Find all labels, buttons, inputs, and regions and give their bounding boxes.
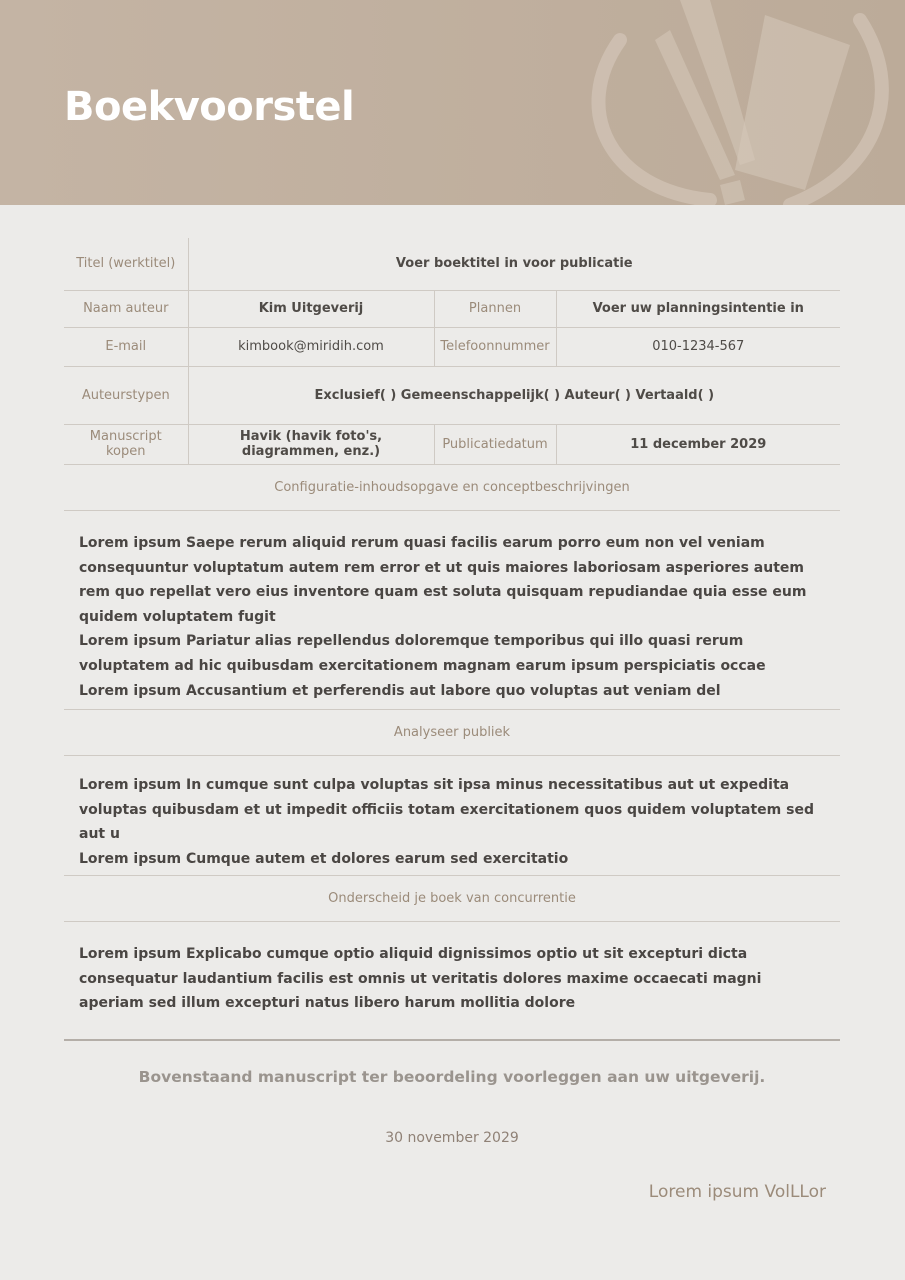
author-type-value[interactable]: Exclusief( ) Gemeenschappelijk( ) Auteur( ) Vertaald( )	[188, 366, 840, 424]
body-paragraph: Lorem ipsum Explicabo cumque optio aliquid dignissimos optio ut sit excepturi dicta consequatur laudantium facilis est omnis ut veritatis dolores maxime occaecati magni aperiam sed illum excepturi natus libero harum mollitia dolore	[79, 946, 762, 1012]
table-row	[64, 327, 840, 366]
body-paragraph: Lorem ipsum Cumque autem et dolores earum sed exercitatio	[79, 850, 569, 867]
body-paragraph: Lorem ipsum Saepe rerum aliquid rerum quasi facilis earum porro eum non vel veniam consequuntur voluptatum autem rem error et ut quis maiores laboriosam asperiores autem rem quo repellat vero eius inventore quam est soluta quisquam repudiandae quia esse eum quidem voluptatem fugit	[79, 535, 807, 625]
table-row	[64, 366, 840, 424]
table-row	[64, 424, 840, 464]
divider	[64, 1039, 840, 1041]
author-label: Naam auteur	[64, 290, 188, 327]
section-heading: Onderscheid je boek van concurrentie	[64, 876, 840, 922]
body-paragraph: Lorem ipsum In cumque sunt culpa voluptas sit ipsa minus necessitatibus aut ut expedita voluptas quibusdam et ut impedit officiis totam exercitationem quos quidem voluptatem sed aut u	[79, 777, 814, 843]
email-label: E-mail	[64, 327, 188, 366]
signature: Lorem ipsum VolLLor	[648, 1182, 826, 1202]
author-type-label: Auteurstypen	[64, 366, 188, 424]
submission-note: Bovenstaand manuscript ter beoordeling voorleggen aan uw uitgeverij.	[138, 1068, 766, 1086]
proposal-form-table	[64, 238, 840, 465]
section-body	[79, 773, 819, 871]
phone-value[interactable]: 010-1234-567	[556, 327, 840, 366]
title-value[interactable]: Voer boektitel in voor publicatie	[188, 238, 840, 290]
author-value[interactable]: Kim Uitgeverij	[188, 290, 434, 327]
plan-value[interactable]: Voer uw planningsintentie in	[556, 290, 840, 327]
book-icon	[560, 0, 905, 205]
table-row	[64, 238, 840, 290]
phone-label: Telefoonnummer	[434, 327, 556, 366]
header-banner	[0, 0, 905, 205]
section-heading: Configuratie-inhoudsopgave en conceptbeschrijvingen	[64, 466, 840, 511]
footer-date: 30 november 2029	[385, 1130, 519, 1146]
plan-label: Plannen	[434, 290, 556, 327]
table-row	[64, 290, 840, 327]
pubdate-value[interactable]: 11 december 2029	[556, 424, 840, 464]
pubdate-label: Publicatiedatum	[434, 424, 556, 464]
section-heading: Analyseer publiek	[64, 710, 840, 756]
manuscript-label: Manuscript kopen	[64, 424, 188, 464]
body-paragraph: Lorem ipsum Accusantium et perferendis aut labore quo voluptas aut veniam del	[79, 682, 721, 699]
section-body	[79, 531, 819, 703]
section-body	[79, 942, 819, 1016]
body-paragraph: Lorem ipsum Pariatur alias repellendus doloremque temporibus qui illo quasi rerum voluptatem ad hic quibusdam exercitationem magnam earum ipsum perspiciatis occae	[79, 633, 766, 674]
page-title: Boekvoorstel	[64, 84, 355, 130]
title-label: Titel (werktitel)	[64, 238, 188, 290]
manuscript-value[interactable]: Havik (havik foto's, diagrammen, enz.)	[188, 424, 434, 464]
email-value[interactable]: kimbook@miridih.com	[188, 327, 434, 366]
